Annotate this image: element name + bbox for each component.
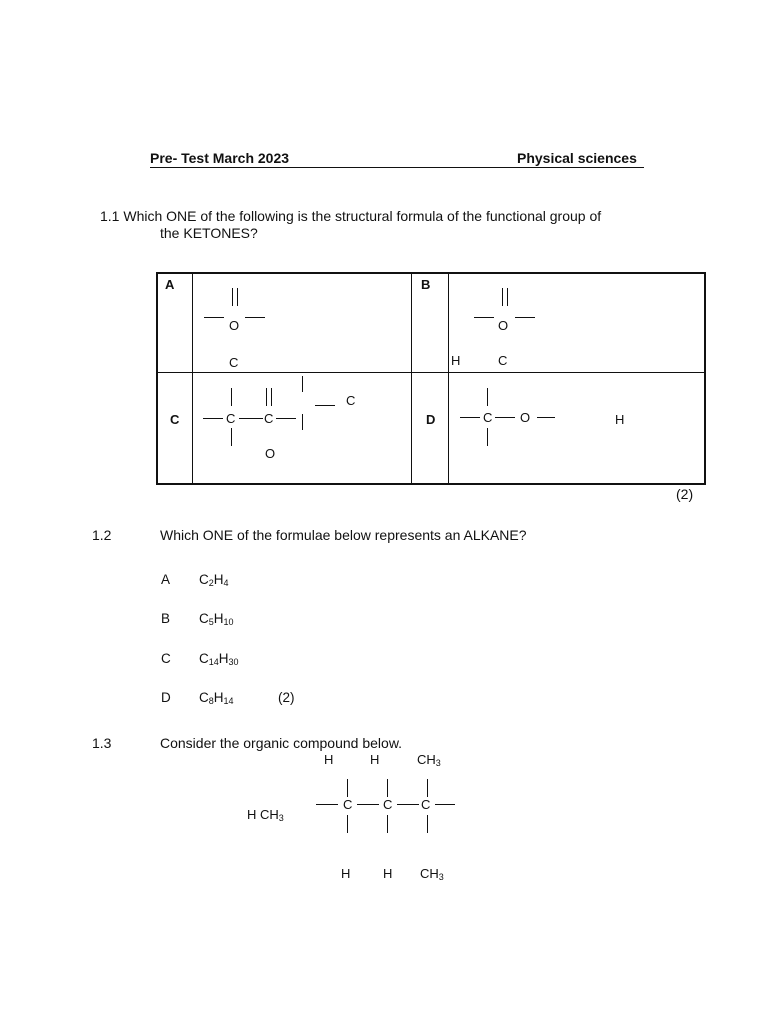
- q1-2-text: Which ONE of the formulae below represents an ALKANE?: [160, 527, 527, 543]
- q1-3-top-h1: H: [324, 752, 334, 767]
- q1-3-top-h2: H: [370, 752, 380, 767]
- q1-2-number: 1.2: [92, 527, 112, 543]
- option-d-atom-h: H: [615, 412, 625, 427]
- header-left: Pre- Test March 2023: [150, 150, 290, 166]
- option-c-atom-o: O: [265, 446, 276, 461]
- header-right: Physical sciences: [517, 150, 637, 166]
- option-b-atom-o: O: [498, 318, 509, 333]
- q1-1-line1: 1.1 Which ONE of the following is the structural formula of the functional group of: [100, 208, 602, 224]
- option-d-atom-o: O: [520, 410, 531, 425]
- q1-2-option-d-formula: $C_8H_{14}$: [199, 690, 234, 706]
- q1-3-carbon-2: C: [383, 797, 393, 812]
- option-a-atom-c: C: [229, 355, 239, 370]
- q1-3-carbon-3: C: [421, 797, 431, 812]
- q1-3-bottom-h1: H: [341, 866, 351, 881]
- q1-3-number: 1.3: [92, 735, 112, 751]
- option-d-atom-c: C: [483, 410, 493, 425]
- q1-1-marks: (2): [676, 486, 694, 502]
- q1-2-option-d-letter: D: [161, 690, 171, 705]
- header-underline: [150, 167, 644, 168]
- option-b-label: B: [421, 277, 431, 292]
- q1-3-top-ch3: $CH_3$: [417, 752, 441, 768]
- q1-2-option-c-letter: C: [161, 651, 171, 666]
- q1-3-text: Consider the organic compound below.: [160, 735, 403, 751]
- option-c-label: C: [170, 412, 180, 427]
- q1-2-marks: (2): [278, 690, 295, 705]
- option-c-atom-c2: C: [264, 411, 274, 426]
- option-b-atom-h: H: [451, 353, 461, 368]
- q1-3-bottom-ch3: $CH_3$: [420, 866, 444, 882]
- q1-2-option-c-formula: $C_{14}H_{30}$: [199, 651, 239, 667]
- option-b-atom-c: C: [498, 353, 508, 368]
- q1-3-left-group: H $CH_3$: [247, 807, 284, 823]
- option-a-label: A: [165, 277, 175, 292]
- option-c-atom-c3: C: [346, 393, 356, 408]
- option-c-atom-c1: C: [226, 411, 236, 426]
- q1-1-line2: the KETONES?: [160, 225, 258, 241]
- q1-2-option-b-letter: B: [161, 611, 171, 626]
- q1-3-bottom-h2: H: [383, 866, 393, 881]
- q1-3-carbon-1: C: [343, 797, 353, 812]
- q1-2-option-a-formula: $C_2H_4$: [199, 572, 229, 588]
- option-a-atom-o: O: [229, 318, 240, 333]
- q1-2-option-b-formula: $C_5H_{10}$: [199, 611, 234, 627]
- option-d-label: D: [426, 412, 436, 427]
- q1-2-option-a-letter: A: [161, 572, 171, 587]
